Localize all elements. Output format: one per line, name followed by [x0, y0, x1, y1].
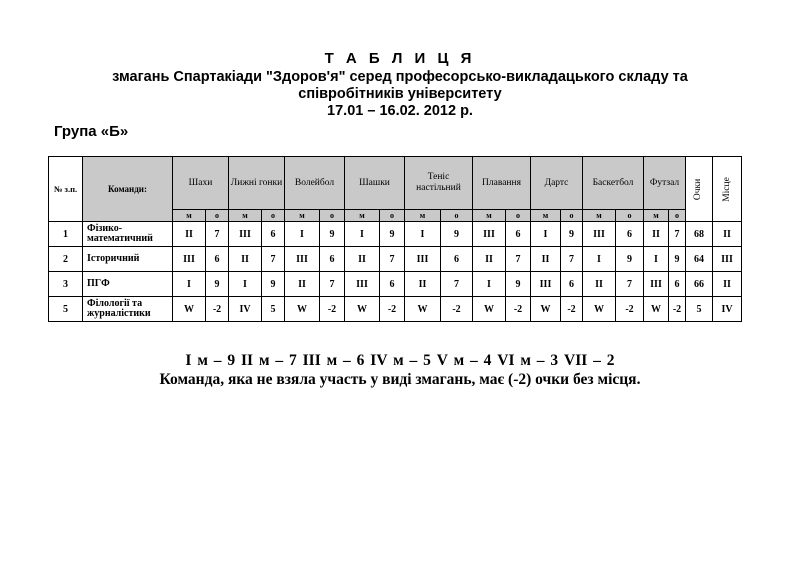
place-cell: ІІІ — [173, 247, 206, 272]
header-place-label: Місце — [721, 177, 732, 202]
total-points: 5 — [686, 297, 713, 322]
header-sport: Волейбол — [285, 157, 345, 210]
subheader-place: м — [583, 210, 616, 222]
subheader-points: о — [506, 210, 531, 222]
table-row — [49, 297, 742, 322]
place-cell: ІІІ — [473, 222, 506, 247]
place-cell: ІІІ — [644, 272, 669, 297]
points-cell: -2 — [561, 297, 583, 322]
title-line-1: змагань Спартакіади "Здоров'я" серед професорсько-викладацького складу та — [112, 69, 688, 85]
place-cell: І — [285, 222, 320, 247]
place-cell: ІІ — [229, 247, 262, 272]
title-dates: 17.01 – 16.02. 2012 р. — [327, 103, 473, 119]
place-cell: І — [644, 247, 669, 272]
header-sport: Футзал — [644, 157, 686, 210]
place-cell: І — [405, 222, 441, 247]
subheader-points: о — [206, 210, 229, 222]
points-cell: -2 — [320, 297, 345, 322]
place-cell: І — [583, 247, 616, 272]
place-cell: ІІ — [405, 272, 441, 297]
points-cell: 6 — [380, 272, 405, 297]
points-cell: 9 — [206, 272, 229, 297]
points-cell: 6 — [206, 247, 229, 272]
header-sport: Плавання — [473, 157, 531, 210]
header-points — [686, 157, 713, 222]
points-cell: -2 — [380, 297, 405, 322]
header-teams: Команди: — [83, 157, 173, 222]
header-sport: Лижні гонки — [229, 157, 285, 210]
points-cell: 9 — [262, 272, 285, 297]
header-sport: Шахи — [173, 157, 229, 210]
place-cell: І — [173, 272, 206, 297]
team-name: Історичний — [83, 247, 173, 272]
scoring-rules: І м – 9 ІІ м – 7 ІІІ м – 6 IV м – 5 V м – 4 VI м – 3 VII – 2 — [185, 352, 615, 369]
subheader-place: м — [285, 210, 320, 222]
points-cell: 9 — [561, 222, 583, 247]
place-cell: ІІ — [345, 247, 380, 272]
subheader-place: м — [405, 210, 441, 222]
final-place: ІІ — [713, 222, 742, 247]
points-cell: 6 — [506, 222, 531, 247]
table-row — [49, 272, 742, 297]
place-cell: І — [531, 222, 561, 247]
final-place: IV — [713, 297, 742, 322]
header-place — [713, 157, 742, 222]
points-cell: 9 — [320, 222, 345, 247]
points-cell: 7 — [506, 247, 531, 272]
subheader-place: м — [173, 210, 206, 222]
team-name: Філології та журналістики — [83, 297, 173, 322]
total-points: 68 — [686, 222, 713, 247]
subheader-points: о — [561, 210, 583, 222]
header-sport: Теніс настільний — [405, 157, 473, 210]
points-cell: 5 — [262, 297, 285, 322]
points-cell: 6 — [561, 272, 583, 297]
points-cell: 6 — [616, 222, 644, 247]
subheader-points: о — [380, 210, 405, 222]
points-cell: 9 — [441, 222, 473, 247]
team-name: Фізико-математичний — [83, 222, 173, 247]
total-points: 66 — [686, 272, 713, 297]
points-cell: -2 — [616, 297, 644, 322]
subheader-points: о — [669, 210, 686, 222]
points-cell: 6 — [441, 247, 473, 272]
place-cell: ІІІ — [285, 247, 320, 272]
document-title: Т А Б Л И Ц Я — [324, 50, 476, 67]
points-cell: 7 — [616, 272, 644, 297]
subheader-points: о — [262, 210, 285, 222]
header-sport: Дартс — [531, 157, 583, 210]
place-cell: ІІІ — [531, 272, 561, 297]
place-cell: W — [405, 297, 441, 322]
place-cell: ІІ — [173, 222, 206, 247]
group-label: Група «Б» — [54, 123, 129, 140]
points-cell: 7 — [669, 222, 686, 247]
table-header-row — [49, 157, 742, 210]
place-cell: W — [345, 297, 380, 322]
header-sport: Баскетбол — [583, 157, 644, 210]
place-cell: W — [473, 297, 506, 322]
header-sport: Шашки — [345, 157, 405, 210]
place-cell: ІІ — [531, 247, 561, 272]
total-points: 64 — [686, 247, 713, 272]
place-cell: ІІ — [583, 272, 616, 297]
title-line-2: співробітників університету — [298, 86, 502, 102]
points-cell: -2 — [669, 297, 686, 322]
results-table — [48, 156, 742, 322]
place-cell: ІІ — [473, 247, 506, 272]
row-number: 5 — [49, 297, 83, 322]
points-cell: -2 — [441, 297, 473, 322]
place-cell: ІІ — [285, 272, 320, 297]
points-cell: 7 — [320, 272, 345, 297]
place-cell: І — [473, 272, 506, 297]
place-cell: W — [583, 297, 616, 322]
points-cell: 7 — [380, 247, 405, 272]
points-cell: 7 — [206, 222, 229, 247]
final-place: ІІ — [713, 272, 742, 297]
points-cell: 6 — [262, 222, 285, 247]
subheader-points: о — [441, 210, 473, 222]
place-cell: W — [285, 297, 320, 322]
place-cell: І — [345, 222, 380, 247]
place-cell: І — [229, 272, 262, 297]
place-cell: W — [173, 297, 206, 322]
place-cell: ІІІ — [405, 247, 441, 272]
points-cell: -2 — [206, 297, 229, 322]
table-row — [49, 247, 742, 272]
subheader-points: о — [616, 210, 644, 222]
header-number: № з.п. — [49, 157, 83, 222]
place-cell: ІІІ — [229, 222, 262, 247]
subheader-place: м — [473, 210, 506, 222]
points-cell: 9 — [669, 247, 686, 272]
table-row — [49, 222, 742, 247]
points-cell: -2 — [506, 297, 531, 322]
row-number: 3 — [49, 272, 83, 297]
header-points-label: Очки — [693, 178, 704, 201]
subheader-place: м — [531, 210, 561, 222]
points-cell: 9 — [380, 222, 405, 247]
points-cell: 7 — [441, 272, 473, 297]
place-cell: ІІІ — [345, 272, 380, 297]
place-cell: W — [644, 297, 669, 322]
final-place: ІІІ — [713, 247, 742, 272]
subheader-place: м — [644, 210, 669, 222]
points-cell: 6 — [320, 247, 345, 272]
non-participation-note: Команда, яка не взяла участь у виді змагань, має (-2) очки без місця. — [159, 371, 641, 388]
points-cell: 9 — [616, 247, 644, 272]
points-cell: 7 — [262, 247, 285, 272]
points-cell: 6 — [669, 272, 686, 297]
subheader-place: м — [345, 210, 380, 222]
subheader-place: м — [229, 210, 262, 222]
team-name: ПГФ — [83, 272, 173, 297]
place-cell: W — [531, 297, 561, 322]
place-cell: ІІ — [644, 222, 669, 247]
row-number: 2 — [49, 247, 83, 272]
points-cell: 9 — [506, 272, 531, 297]
place-cell: ІІІ — [583, 222, 616, 247]
place-cell: IV — [229, 297, 262, 322]
subheader-points: о — [320, 210, 345, 222]
points-cell: 7 — [561, 247, 583, 272]
row-number: 1 — [49, 222, 83, 247]
